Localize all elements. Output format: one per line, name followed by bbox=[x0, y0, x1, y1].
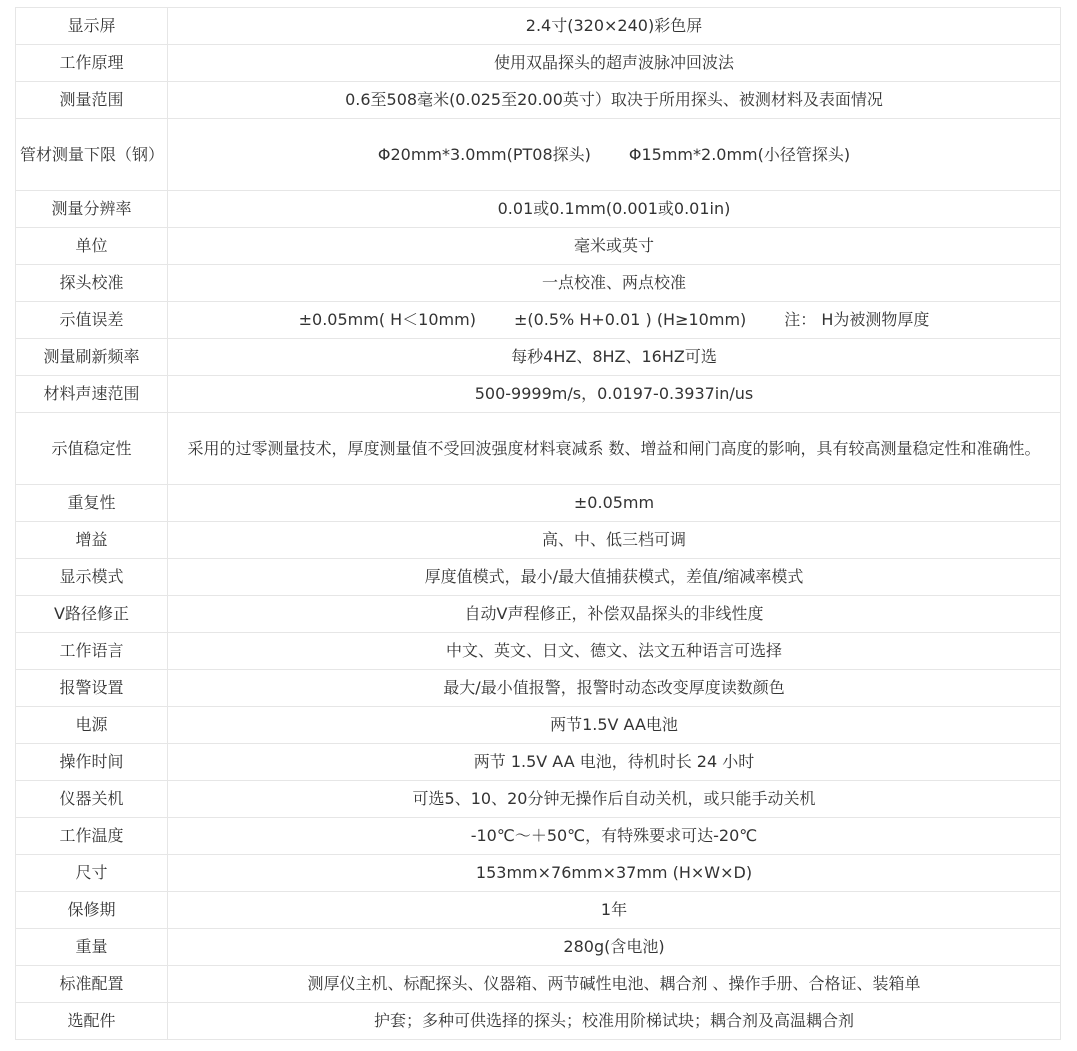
row-label: 选配件 bbox=[16, 1003, 168, 1040]
row-value-part: ±0.05mm( H＜10mm) bbox=[298, 310, 476, 329]
table-row bbox=[16, 45, 1061, 82]
table-row bbox=[16, 119, 1061, 191]
row-label: 测量范围 bbox=[16, 82, 168, 119]
row-label: 管材测量下限（钢） bbox=[16, 119, 168, 191]
row-label: 测量分辨率 bbox=[16, 191, 168, 228]
row-value: 一点校准、两点校准 bbox=[168, 265, 1061, 302]
row-label: 显示模式 bbox=[16, 559, 168, 596]
table-row bbox=[16, 670, 1061, 707]
table-row bbox=[16, 707, 1061, 744]
row-value: 毫米或英寸 bbox=[168, 228, 1061, 265]
row-value: 1年 bbox=[168, 892, 1061, 929]
row-label: 单位 bbox=[16, 228, 168, 265]
row-value: 280g(含电池) bbox=[168, 929, 1061, 966]
row-value: 使用双晶探头的超声波脉冲回波法 bbox=[168, 45, 1061, 82]
row-value: 2.4寸(320×240)彩色屏 bbox=[168, 8, 1061, 45]
row-value: 两节 1.5V AA 电池，待机时长 24 小时 bbox=[168, 744, 1061, 781]
table-row bbox=[16, 633, 1061, 670]
row-value: 自动V声程修正，补偿双晶探头的非线性度 bbox=[168, 596, 1061, 633]
row-label: 保修期 bbox=[16, 892, 168, 929]
row-label: 示值误差 bbox=[16, 302, 168, 339]
row-label: 重量 bbox=[16, 929, 168, 966]
row-value: 测厚仪主机、标配探头、仪器箱、两节碱性电池、耦合剂 、操作手册、合格证、装箱单 bbox=[168, 966, 1061, 1003]
row-value: 每秒4HZ、8HZ、16HZ可选 bbox=[168, 339, 1061, 376]
table-row bbox=[16, 596, 1061, 633]
row-value: 两节1.5V AA电池 bbox=[168, 707, 1061, 744]
row-value: 0.6至508毫米(0.025至20.00英寸）取决于所用探头、被测材料及表面情况 bbox=[168, 82, 1061, 119]
table-row bbox=[16, 1003, 1061, 1040]
table-row bbox=[16, 339, 1061, 376]
row-value: 500-9999m/s，0.0197-0.3937in/us bbox=[168, 376, 1061, 413]
row-value: 0.01或0.1mm(0.001或0.01in) bbox=[168, 191, 1061, 228]
row-value: 中文、英文、日文、德文、法文五种语言可选择 bbox=[168, 633, 1061, 670]
row-value: 最大/最小值报警，报警时动态改变厚度读数颜色 bbox=[168, 670, 1061, 707]
table-row bbox=[16, 8, 1061, 45]
spec-table bbox=[15, 7, 1061, 1040]
row-label: 测量刷新频率 bbox=[16, 339, 168, 376]
row-label: 标准配置 bbox=[16, 966, 168, 1003]
row-value-part: ±(0.5% H+0.01 ) (H≥10mm) bbox=[513, 310, 747, 329]
table-row bbox=[16, 744, 1061, 781]
table-row bbox=[16, 559, 1061, 596]
table-row bbox=[16, 818, 1061, 855]
table-row bbox=[16, 191, 1061, 228]
table-row bbox=[16, 82, 1061, 119]
row-value: 可选5、10、20分钟无操作后自动关机，或只能手动关机 bbox=[168, 781, 1061, 818]
row-value: 高、中、低三档可调 bbox=[168, 522, 1061, 559]
row-label: 尺寸 bbox=[16, 855, 168, 892]
table-row bbox=[16, 485, 1061, 522]
row-value: -10℃～＋50℃，有特殊要求可达-20℃ bbox=[168, 818, 1061, 855]
row-value-part: Φ20mm*3.0mm(PT08探头) bbox=[377, 144, 591, 164]
table-row bbox=[16, 302, 1061, 339]
row-value: 护套；多种可供选择的探头；校准用阶梯试块；耦合剂及高温耦合剂 bbox=[168, 1003, 1061, 1040]
table-row bbox=[16, 781, 1061, 818]
table-row bbox=[16, 522, 1061, 559]
row-label: 工作原理 bbox=[16, 45, 168, 82]
row-value-part: Φ15mm*2.0mm(小径管探头) bbox=[628, 144, 851, 164]
row-label: 报警设置 bbox=[16, 670, 168, 707]
row-label: 工作语言 bbox=[16, 633, 168, 670]
table-row bbox=[16, 413, 1061, 485]
row-label: 操作时间 bbox=[16, 744, 168, 781]
row-value-part: 注： H为被测物厚度 bbox=[784, 310, 930, 329]
table-row bbox=[16, 376, 1061, 413]
row-label: 增益 bbox=[16, 522, 168, 559]
row-value bbox=[168, 119, 1061, 191]
row-label: V路径修正 bbox=[16, 596, 168, 633]
row-value bbox=[168, 302, 1061, 339]
table-row bbox=[16, 966, 1061, 1003]
row-value: 厚度值模式，最小/最大值捕获模式，差值/缩减率模式 bbox=[168, 559, 1061, 596]
row-label: 重复性 bbox=[16, 485, 168, 522]
row-label: 电源 bbox=[16, 707, 168, 744]
row-value: 153mm×76mm×37mm (H×W×D) bbox=[168, 855, 1061, 892]
row-label: 工作温度 bbox=[16, 818, 168, 855]
row-label: 探头校准 bbox=[16, 265, 168, 302]
row-label: 显示屏 bbox=[16, 8, 168, 45]
row-label: 示值稳定性 bbox=[16, 413, 168, 485]
table-row bbox=[16, 265, 1061, 302]
row-label: 材料声速范围 bbox=[16, 376, 168, 413]
table-row bbox=[16, 228, 1061, 265]
table-row bbox=[16, 855, 1061, 892]
row-value: 采用的过零测量技术，厚度测量值不受回波强度材料衰减系 数、增益和闸门高度的影响，具有较高测量稳定性和准确性。 bbox=[168, 413, 1061, 485]
row-value: ±0.05mm bbox=[168, 485, 1061, 522]
row-label: 仪器关机 bbox=[16, 781, 168, 818]
table-row bbox=[16, 929, 1061, 966]
table-row bbox=[16, 892, 1061, 929]
